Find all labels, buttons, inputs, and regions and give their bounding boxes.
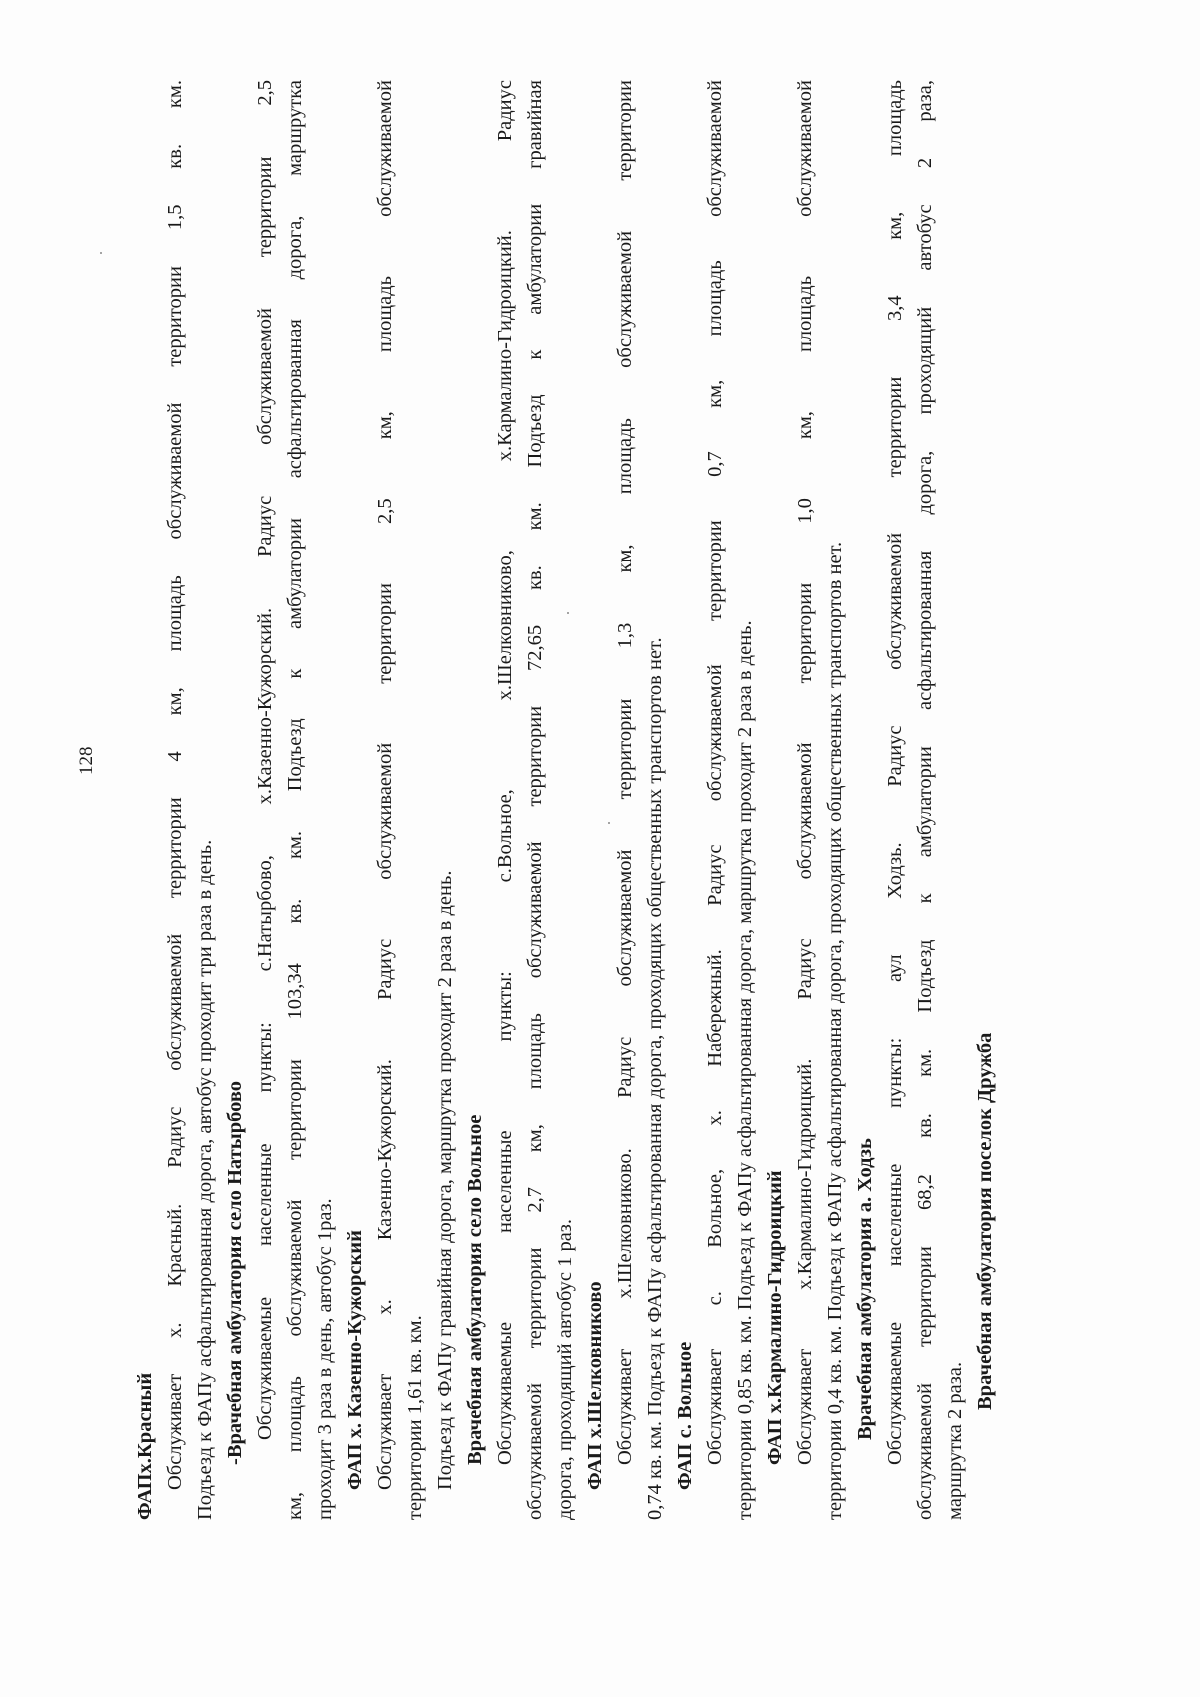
text-line: обслуживаемой территории 68,2 кв. км. Подъезд к амбулатории асфальтированная дорога, проходящий автобус 2 раза, [914,80,936,1520]
text-line: территории 0,85 кв. км. Подъезд к ФАПу асфальтированная дорога, маршрутка проходит 2 раза в день. [734,620,756,1520]
document-body [130,80,1000,1520]
text-line: дорога, проходящий автобус 1 раз. [554,1218,576,1520]
text-line: Обслуживает х. Казенно-Кужорский. Радиус обслуживаемой территории 2,5 км, площадь обслуживаемой [374,80,396,1490]
section-heading: Врачебная амбулатория село Вольное [464,1114,486,1465]
text-line: Обслуживает х.Кармалино-Гидроицкий. Радиус обслуживаемой территории 1,0 км, площадь обслуживаемой [794,80,816,1465]
section-heading: -Врачебная амбулатория село Натырбово [224,1080,246,1465]
text-line: Подъезд к ФАПу гравийная дорога, маршрутка проходит 2 раза в день. [434,870,456,1490]
text-line: 0,74 кв. км. Подъезд к ФАПу асфальтированная дорога, проходящих общественных транспортов нет. [644,637,666,1520]
text-line: Обслуживаемые населенные пункты: аул Ходзь. Радиус обслуживаемой территории 3,4 км, площадь [884,80,906,1465]
text-line: Обслуживает х.Шелковниково. Радиус обслуживаемой территории 1,3 км, площадь обслуживаемой территории [614,80,636,1465]
text-line: территории 0,4 кв. км. Подъезд к ФАПу асфальтированная дорога, проходящих общественных транспортов нет. [824,541,846,1520]
section-heading: ФАПх.Красный [134,1372,156,1520]
text-line: обслуживаемой территории 2,7 км, площадь обслуживаемой территории 72,65 кв. км. Подъезд к амбулатории гравийная [524,80,546,1520]
scan-speck [100,252,102,254]
text-line: Обслуживаемые населенные пункты: с.Натырбово, х.Казенно-Кужорский. Радиус обслуживаемой территории 2,5 [254,80,276,1440]
text-line: Обслуживаемые населенные пункты: с.Вольное, х.Шелковниково, х.Кармалино-Гидроицкий. Радиус [494,80,516,1465]
text-line: маршрутка 2 раза. [944,1361,966,1520]
text-line: Обслуживает х. Красный. Радиус обслуживаемой территории 4 км, площадь обслуживаемой территории 1,5 кв. км. [164,80,186,1490]
text-line: км, площадь обслуживаемой территории 103,34 кв. км. Подъезд к амбулатории асфальтированная дорога, маршрутка [284,80,306,1520]
text-line: проходит 3 раза в день, автобус 1раз. [314,1198,336,1520]
text-line: Подъезд к ФАПу асфальтированная дорога, автобус проходит три раза в день. [194,839,216,1520]
section-heading: ФАП с. Вольное [674,1341,696,1490]
section-heading: ФАП х.Кармалино-Гидроицкий [764,1170,786,1465]
text-line: Обслуживает с. Вольное, х. Набережный. Радиус обслуживаемой территории 0,7 км, площадь обслуживаемой [704,80,726,1465]
page-number: 128 [76,746,97,775]
section-heading: Врачебная амбулатория а. Ходзь [854,1138,876,1440]
text-line: территории 1,61 кв. км. [404,1315,426,1520]
section-heading: ФАП х.Шелковниково [584,1281,606,1490]
section-heading: Врачебная амбулатория поселок Дружба [974,1032,996,1410]
section-heading: ФАП х. Казенно-Кужорский [344,1230,366,1490]
